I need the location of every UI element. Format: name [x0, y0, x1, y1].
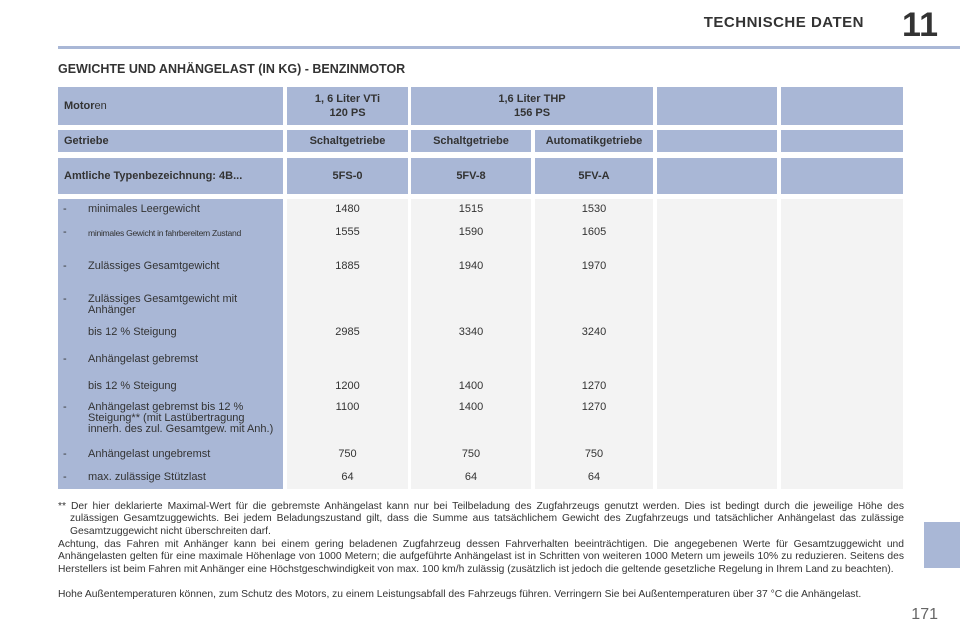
row-value: 750	[584, 448, 604, 460]
engine-1-name: 1, 6 Liter VTi	[314, 93, 381, 105]
typ-label: Amtliche Typenbezeichnung: 4B...	[58, 158, 283, 194]
chapter-number: 11	[902, 6, 938, 44]
row-dash: -	[63, 353, 67, 365]
getriebe-3: Automatikgetriebe	[535, 130, 653, 152]
row-label: Anhängelast gebremst bis 12 %	[88, 401, 244, 413]
empty-header-b	[781, 87, 903, 125]
row-value: 1200	[335, 380, 360, 392]
footnote-towing	[58, 501, 904, 538]
row-label: Zulässiges Gesamtgewicht	[88, 260, 220, 272]
engine-1-header	[287, 87, 408, 125]
row-value: 2985	[335, 326, 360, 338]
row-label: max. zulässige Stützlast	[88, 471, 206, 483]
row-label: minimales Leergewicht	[88, 203, 200, 215]
header-rule	[58, 46, 960, 49]
engine-1-ps: 120 PS	[329, 107, 366, 119]
row-value: 1590	[458, 226, 484, 238]
row-value: 1940	[458, 260, 484, 272]
chapter-side-tab	[924, 522, 960, 568]
value-column-2	[411, 199, 531, 489]
typ-3: 5FV-A	[535, 158, 653, 194]
row-value: 1970	[581, 260, 607, 272]
footnote-text: ** Der hier deklarierte Maximal-Wert für die gebremste Anhängelast kann nur bei Teilbeladung des Zugfahrzeugs genutzt werden. Dies ist bedingt durch die jeweilige Höhe des zulässigen Gesamtzuggewichts. Bei jedem Beladungszustand gilt, dass die Summe aus tatsächlichem Gewicht des Zugfahrzeugs und tatsächlicher Anhängelast das zulässige Gesamtzuggewicht nicht überschreiten darf.	[58, 501, 904, 537]
motor-label-rest: en	[94, 100, 107, 112]
weights-table	[58, 87, 903, 489]
value-column-5	[781, 199, 903, 489]
row-value: 1400	[458, 401, 484, 413]
row-value: 1270	[581, 380, 607, 392]
row-label: innerh. des zul. Gesamtgew. mit Anh.)	[88, 423, 274, 435]
label-column	[58, 199, 283, 489]
motor-header	[58, 87, 283, 125]
chapter-title: TECHNISCHE DATEN	[703, 14, 864, 31]
row-dash: -	[63, 293, 67, 305]
row-label: Steigung** (mit Lastübertragung	[88, 412, 245, 424]
motor-label-bold: Motor	[64, 100, 95, 112]
typ-2: 5FV-8	[411, 158, 531, 194]
section-title: GEWICHTE UND ANHÄNGELAST (IN KG) - BENZINMOTOR	[58, 62, 406, 76]
row-value: 3340	[458, 326, 484, 338]
row-dash: -	[63, 471, 67, 483]
row-label: bis 12 % Steigung	[88, 326, 177, 338]
engine-2-name: 1,6 Liter THP	[498, 93, 566, 105]
row-dash: -	[63, 448, 67, 460]
empty-getriebe-b	[781, 130, 903, 152]
row-value: 1400	[458, 380, 484, 392]
row-value: 1100	[335, 401, 360, 413]
row-label: Zulässiges Gesamtgewicht mit	[88, 293, 238, 305]
engine-2-ps: 156 PS	[513, 107, 551, 119]
row-label: Anhängelast ungebremst	[88, 448, 211, 460]
value-column-4	[657, 199, 777, 489]
row-value: 64	[341, 471, 354, 483]
row-value: 1885	[335, 260, 360, 272]
typ-1: 5FS-0	[287, 158, 408, 194]
row-dash: -	[63, 260, 67, 272]
row-dash: -	[63, 203, 67, 215]
row-value: 3240	[581, 326, 607, 338]
row-value: 750	[461, 448, 481, 460]
row-dash: -	[63, 226, 67, 238]
row-value: 1530	[581, 203, 607, 215]
row-label: Anhänger	[88, 304, 136, 316]
row-value: 1270	[581, 401, 607, 413]
value-column-1	[287, 199, 408, 489]
row-value: 750	[338, 448, 357, 460]
empty-typ-b	[781, 158, 903, 194]
empty-getriebe-a	[657, 130, 777, 152]
empty-typ-a	[657, 158, 777, 194]
getriebe-1: Schaltgetriebe	[287, 130, 408, 152]
row-label: Anhängelast gebremst	[88, 353, 199, 365]
engine-2-header	[411, 87, 653, 125]
empty-header-a	[657, 87, 777, 125]
getriebe-label: Getriebe	[58, 130, 283, 152]
page-number: 171	[911, 606, 938, 623]
row-value: 1605	[581, 226, 607, 238]
row-label: minimales Gewicht in fahrbereitem Zustand	[88, 228, 241, 238]
row-value: 1555	[335, 226, 360, 238]
row-value: 1515	[458, 203, 484, 215]
getriebe-2: Schaltgetriebe	[411, 130, 531, 152]
row-value: 64	[587, 471, 601, 483]
row-label: bis 12 % Steigung	[88, 380, 177, 392]
row-dash: -	[63, 401, 67, 413]
row-value: 1480	[335, 203, 360, 215]
value-column-3	[535, 199, 653, 489]
row-value: 64	[464, 471, 478, 483]
trailer-warning: Achtung, das Fahren mit Anhänger kann bei einem gering beladenen Zugfahrzeug dessen Fahrverhalten beeinträchtigen. Die angegebenen Werte für Gesamtzuggewicht und Anhängelasten gelten für eine maximale Höhenlage von 1000 Metern; die aufgeführte Anhängelast ist in Schritten von weiteren 1000 Metern um jeweils 10% zu reduzieren. Seitens des Herstellers ist beim Fahren mit Anhänger eine Höchstgeschwindigkeit von max. 100 km/h zulässig (zusätzlich ist jedoch die geltende gesetzliche Regelung in Ihrem Land zu beachten).	[58, 539, 904, 575]
temperature-note: Hohe Außentemperaturen können, zum Schutz des Motors, zu einem Leistungsabfall des Fahrzeugs führen. Verringern Sie bei Außentemperaturen über 37 °C die Anhängelast.	[58, 589, 862, 600]
